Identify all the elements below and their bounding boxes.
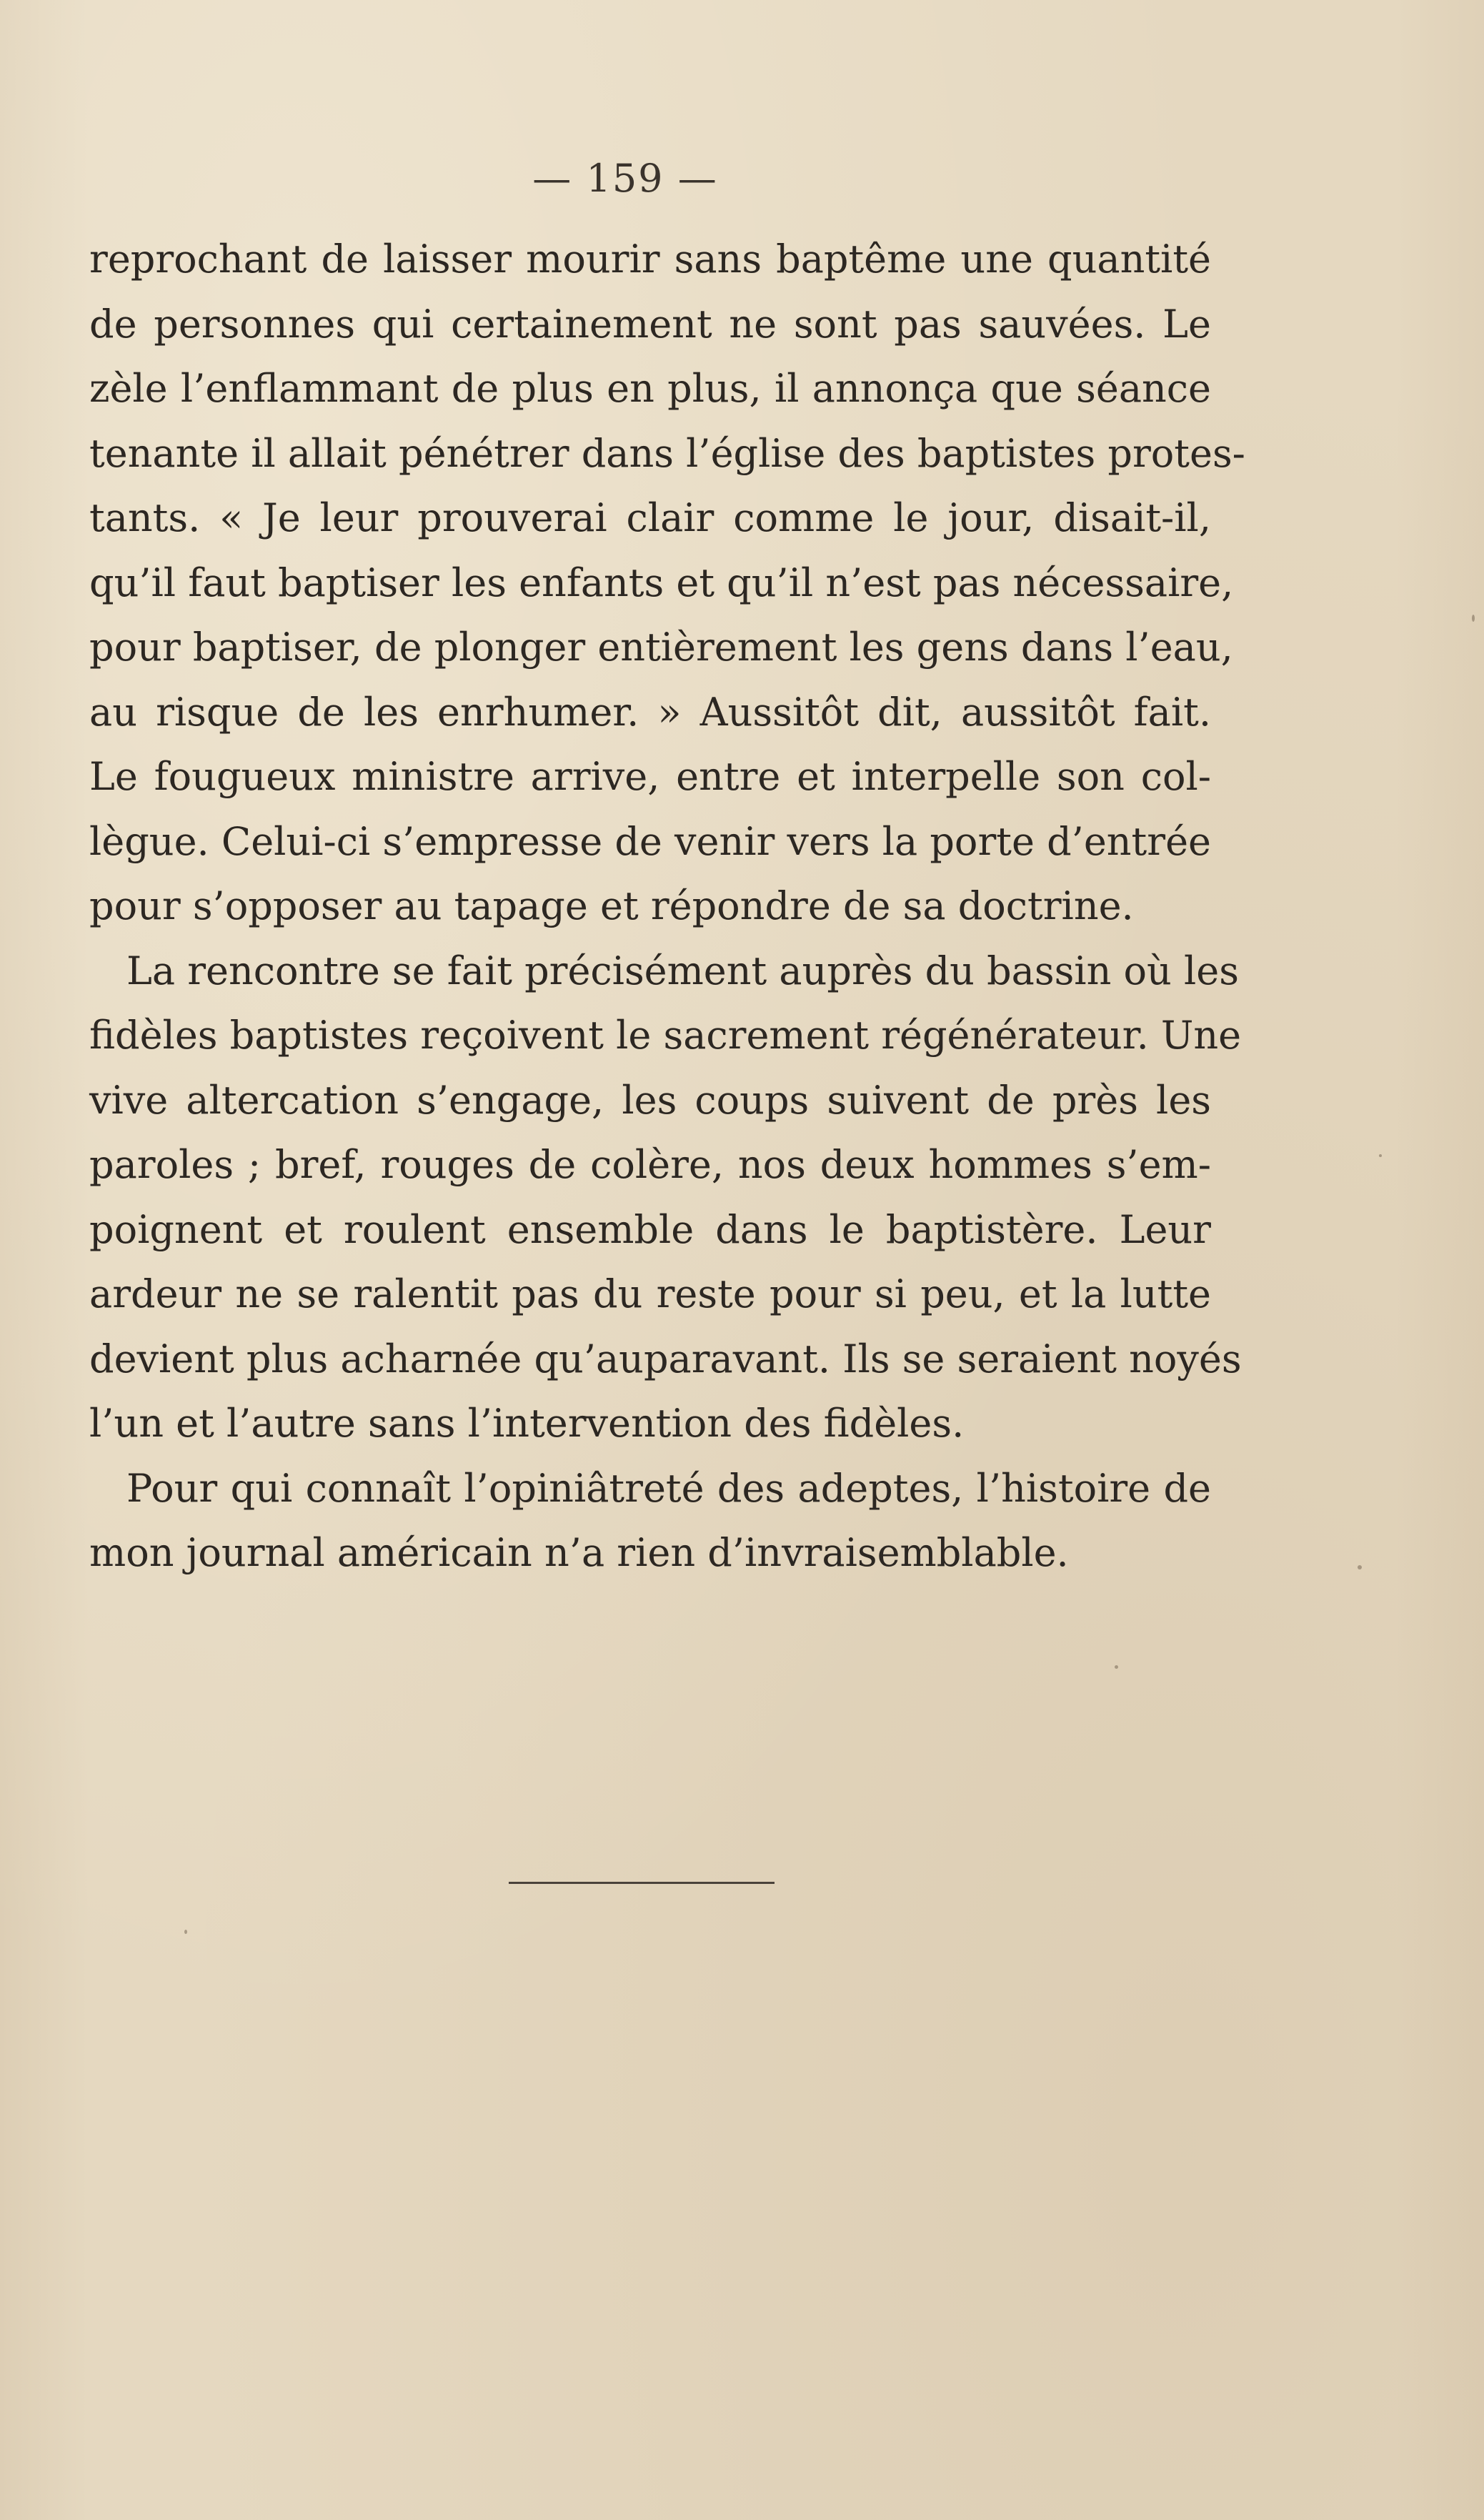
text-line: zèle l’enflammant de plus en plus, il annonça que séance: [89, 366, 1211, 411]
text-line: ardeur ne se ralentit pas du reste pour si peu, et la lutte: [89, 1271, 1211, 1316]
text-line: poignent et roulent ensemble dans le baptistère. Leur: [89, 1206, 1211, 1252]
end-divider-rule: [509, 1882, 775, 1884]
text-line: paroles ; bref, rouges de colère, nos deux hommes s’em-: [89, 1142, 1211, 1187]
text-line: qu’il faut baptiser les enfants et qu’il n’est pas nécessaire,: [89, 560, 1234, 605]
page-number: — 159 —: [532, 156, 718, 201]
paper-speck: [1358, 1565, 1362, 1569]
text-line: lègue. Celui-ci s’empresse de venir vers la porte d’entrée: [89, 818, 1211, 864]
text-line: Le fougueux ministre arrive, entre et interpelle son col-: [89, 754, 1211, 799]
text-line: fidèles baptistes reçoivent le sacrement régénérateur. Une: [89, 1013, 1242, 1058]
text-line: tants. « Je leur prouverai clair comme le jour, disait-il,: [89, 495, 1211, 540]
text-line: l’un et l’autre sans l’intervention des fidèles.: [89, 1401, 965, 1446]
text-line: au risque de les enrhumer. » Aussitôt dit, aussitôt fait.: [89, 689, 1211, 735]
paper-speck: [184, 1930, 187, 1934]
paper-speck: [1379, 1154, 1382, 1157]
text-line: devient plus acharnée qu’auparavant. Ils se seraient noyés: [89, 1336, 1242, 1381]
paragraph-start-line: Pour qui connaît l’opiniâtreté des adeptes, l’histoire de: [126, 1465, 1211, 1511]
text-line: vive altercation s’engage, les coups suivent de près les: [89, 1077, 1211, 1123]
text-line: reprochant de laisser mourir sans baptême une quantité: [89, 237, 1211, 282]
body-text: [89, 227, 1245, 1586]
text-line: mon journal américain n’a rien d’invraisemblable.: [89, 1530, 1069, 1575]
paragraph-start-line: La rencontre se fait précisément auprès du bassin où les: [126, 948, 1239, 993]
text-line: tenante il allait pénétrer dans l’église des baptistes protes-: [89, 430, 1245, 476]
paper-speck: [1115, 1665, 1118, 1669]
text-line: pour s’opposer au tapage et répondre de sa doctrine.: [89, 883, 1134, 928]
text-line: pour baptiser, de plonger entièrement les gens dans l’eau,: [89, 625, 1233, 670]
text-line: de personnes qui certainement ne sont pas sauvées. Le: [89, 301, 1211, 347]
paper-speck: [1472, 615, 1475, 622]
